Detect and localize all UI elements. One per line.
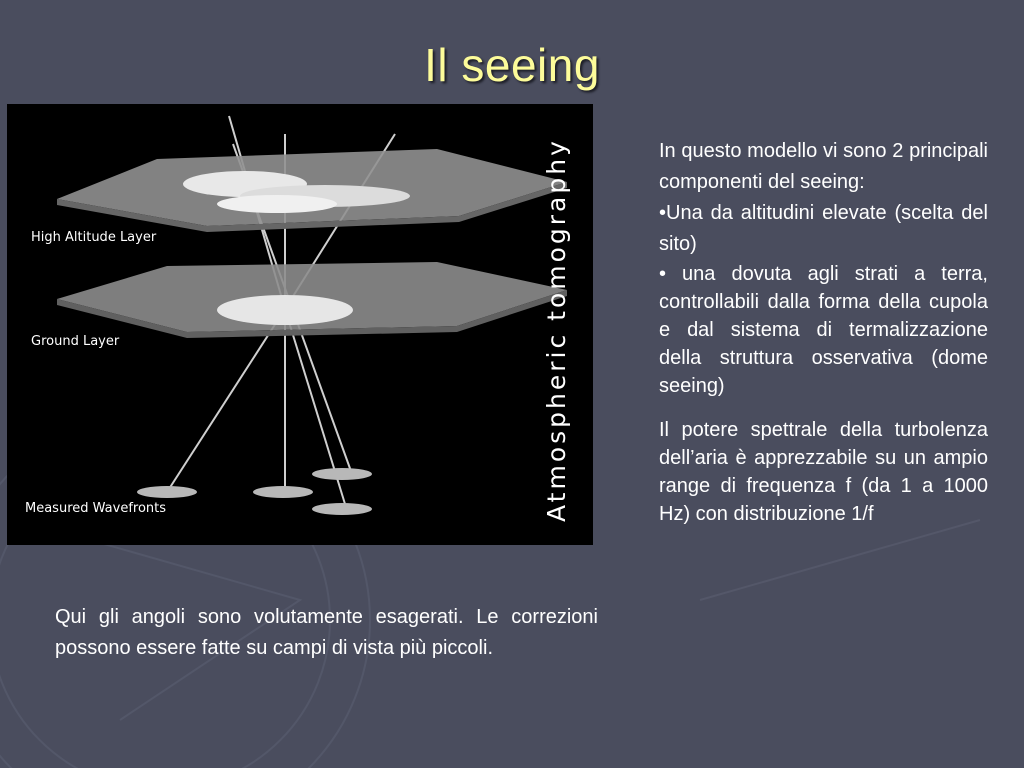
figure-caption (55, 602, 598, 664)
bullet-high-altitude: •Una da altitudini elevate (scelta del sito) (659, 202, 988, 255)
high-altitude-layer-plane (57, 149, 567, 232)
atmospheric-tomography-figure (7, 104, 593, 545)
ground-layer-label: Ground Layer (31, 334, 120, 349)
turbulence-paragraph: Il potere spettrale della turbolenza dell’aria è apprezzabile su un ampio range di frequenza f (da 1 a 1000 Hz) con distribuzione 1/f (659, 419, 988, 525)
atmospheric-tomography-vertical-title: Atmospheric tomography (542, 138, 571, 522)
measured-wavefronts-label: Measured Wavefronts (25, 501, 167, 516)
paragraph-spacer (659, 400, 988, 416)
bullet-dome-seeing: • una dovuta agli strati a terra, controllabili dalla forma della cupola e dal sistema di termalizzazione della struttura osservativa (dome seeing) (659, 263, 988, 397)
intro-paragraph: In questo modello vi sono 2 principali componenti del seeing: (659, 140, 988, 193)
right-text-block (659, 136, 988, 528)
high-altitude-label: High Altitude Layer (31, 230, 157, 245)
caption-text: Qui gli angoli sono volutamente esagerati. Le correzioni possono essere fatte su campi di vista più piccoli. (55, 606, 598, 659)
slide-title: Il seeing (424, 39, 600, 91)
ground-layer-plane (57, 262, 567, 338)
wavefront-patches (137, 468, 372, 515)
